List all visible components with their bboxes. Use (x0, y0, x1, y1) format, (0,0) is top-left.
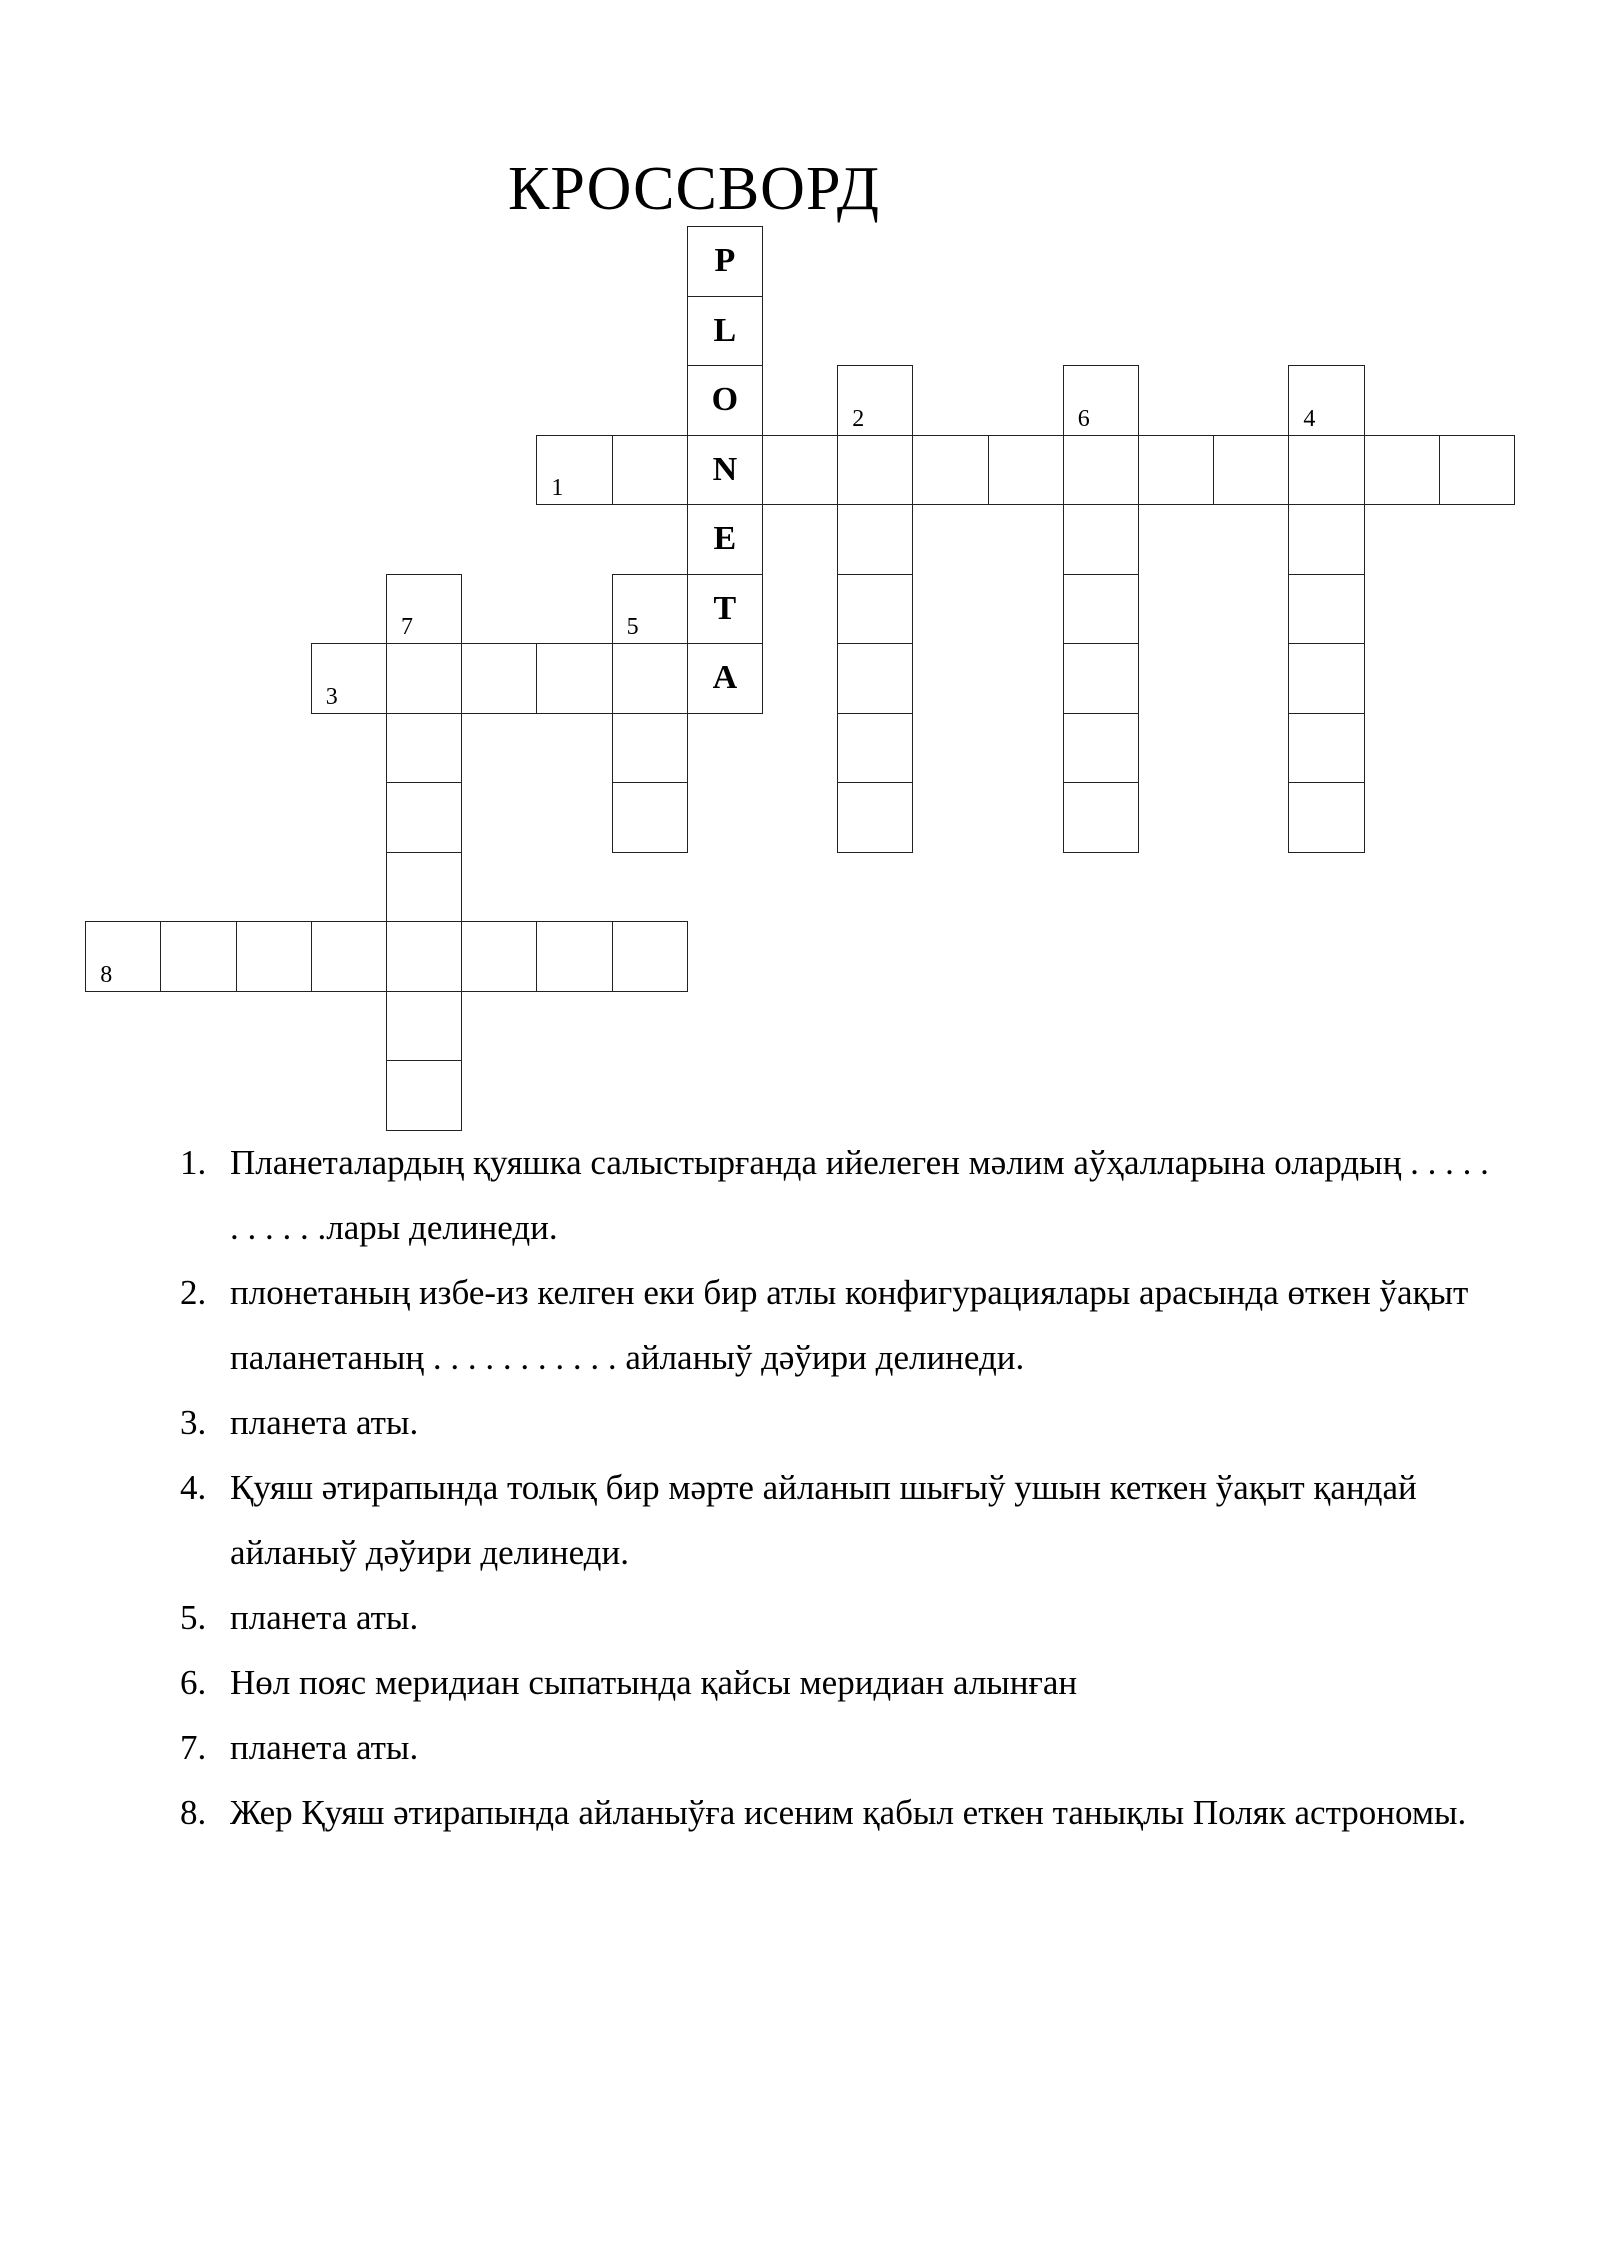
cell-letter: T (713, 589, 737, 627)
clue-text: плонетаның избе-из келген еки бир атлы конфигурациялары арасында өткен ўақыт паланетаның . . . . . . . . . . . айланыў дәўири делинеди. (230, 1273, 1469, 1377)
clue-number: 3 (325, 683, 338, 710)
crossword-cell (1213, 435, 1289, 506)
crossword-cell (1288, 643, 1364, 714)
crossword-cell (1439, 435, 1515, 506)
crossword-cell (386, 1060, 462, 1131)
crossword-cell (837, 782, 913, 853)
clue-item (180, 1715, 1500, 1780)
crossword-cell (386, 643, 462, 714)
clue-index: 5. (180, 1598, 207, 1637)
clue-index: 7. (180, 1728, 207, 1767)
crossword-cell (837, 365, 913, 436)
crossword-cell (1063, 365, 1139, 436)
clue-index: 8. (180, 1793, 207, 1832)
cell-letter: A (712, 659, 738, 697)
clue-item (180, 1390, 1500, 1455)
clue-index: 3. (180, 1403, 207, 1442)
crossword-cell (1364, 435, 1440, 506)
crossword-cell (687, 296, 763, 367)
crossword-cell (912, 435, 988, 506)
crossword-cell (612, 921, 688, 992)
cell-letter: N (712, 450, 738, 488)
cell-letter: O (711, 381, 739, 419)
clue-index: 4. (180, 1468, 207, 1507)
cell-letter: L (713, 311, 737, 349)
crossword-cell (536, 921, 612, 992)
clue-number: 8 (100, 961, 113, 988)
crossword-cell (536, 435, 612, 506)
crossword-cell (837, 504, 913, 575)
crossword-cell (386, 921, 462, 992)
crossword-cell (160, 921, 236, 992)
crossword-cell (1063, 504, 1139, 575)
clue-text: Қуяш әтирапында толық бир мәрте айланып шығыў ушын кеткен ўақыт қандай айланыў дәўири делинеди. (230, 1468, 1417, 1572)
cell-letter: P (714, 242, 736, 280)
crossword-cell (536, 643, 612, 714)
crossword-cell (236, 921, 312, 992)
crossword-cell (1288, 713, 1364, 784)
crossword-cell (837, 574, 913, 645)
crossword-cell (837, 435, 913, 506)
crossword-cell (988, 435, 1064, 506)
crossword-cell (1288, 504, 1364, 575)
cell-letter: E (713, 520, 737, 558)
crossword-cell (687, 365, 763, 436)
crossword-cell (762, 435, 838, 506)
crossword-cell (386, 852, 462, 923)
crossword-cell (687, 226, 763, 297)
clue-text: Нөл пояс меридиан сыпатында қайсы меридиан алынған (230, 1663, 1078, 1702)
clue-list (180, 1130, 1500, 1845)
clue-item (180, 1130, 1500, 1260)
crossword-cell (85, 921, 161, 992)
clue-text: планета аты. (230, 1728, 419, 1767)
clue-number: 2 (852, 405, 865, 432)
clue-index: 6. (180, 1663, 207, 1702)
clue-item (180, 1650, 1500, 1715)
clue-item (180, 1260, 1500, 1390)
clue-number: 7 (401, 614, 413, 640)
crossword-cell (612, 782, 688, 853)
clue-text: планета аты. (230, 1403, 419, 1442)
crossword-cell (461, 643, 537, 714)
crossword-cell (461, 921, 537, 992)
clue-number: 4 (1303, 405, 1316, 432)
clue-index: 1. (180, 1143, 207, 1182)
crossword-cell (311, 643, 387, 714)
crossword-cell (687, 574, 763, 645)
clue-item (180, 1585, 1500, 1650)
crossword-cell (612, 643, 688, 714)
crossword-cell (612, 713, 688, 784)
crossword-cell (1063, 713, 1139, 784)
crossword-cell (687, 643, 763, 714)
crossword-cell (1138, 435, 1214, 506)
crossword-cell (386, 574, 462, 645)
clue-number: 6 (1077, 405, 1090, 432)
crossword-cell (687, 435, 763, 506)
crossword-cell (1288, 435, 1364, 506)
crossword-cell (1288, 782, 1364, 853)
crossword-cell (386, 782, 462, 853)
crossword-cell (612, 435, 688, 506)
clue-item (180, 1455, 1500, 1585)
page-title: КРОССВОРД (508, 155, 881, 223)
crossword-cell (311, 921, 387, 992)
crossword-cell (837, 643, 913, 714)
crossword-cell (1063, 435, 1139, 506)
clue-index: 2. (180, 1273, 207, 1312)
clue-item (180, 1780, 1500, 1845)
crossword-cell (1288, 365, 1364, 436)
crossword-cell (386, 991, 462, 1062)
clue-number: 1 (551, 475, 564, 501)
crossword-cell (1063, 574, 1139, 645)
clue-text: Планеталардың қуяшка салыстырғанда ийелеген мәлим аўҳалларына олардың . . . . . . . . . . .лары делинеди. (230, 1143, 1489, 1247)
crossword-cell (1288, 574, 1364, 645)
crossword-cell (837, 713, 913, 784)
crossword-cell (386, 713, 462, 784)
clue-text: Жер Қуяш әтирапында айланыўға исеним қабыл еткен танықлы Поляк астрономы. (230, 1793, 1467, 1832)
crossword-cell (1063, 782, 1139, 853)
crossword-cell (1063, 643, 1139, 714)
clue-text: планета аты. (230, 1598, 419, 1637)
crossword-cell (612, 574, 688, 645)
crossword-cell (687, 504, 763, 575)
clue-number: 5 (626, 614, 639, 640)
